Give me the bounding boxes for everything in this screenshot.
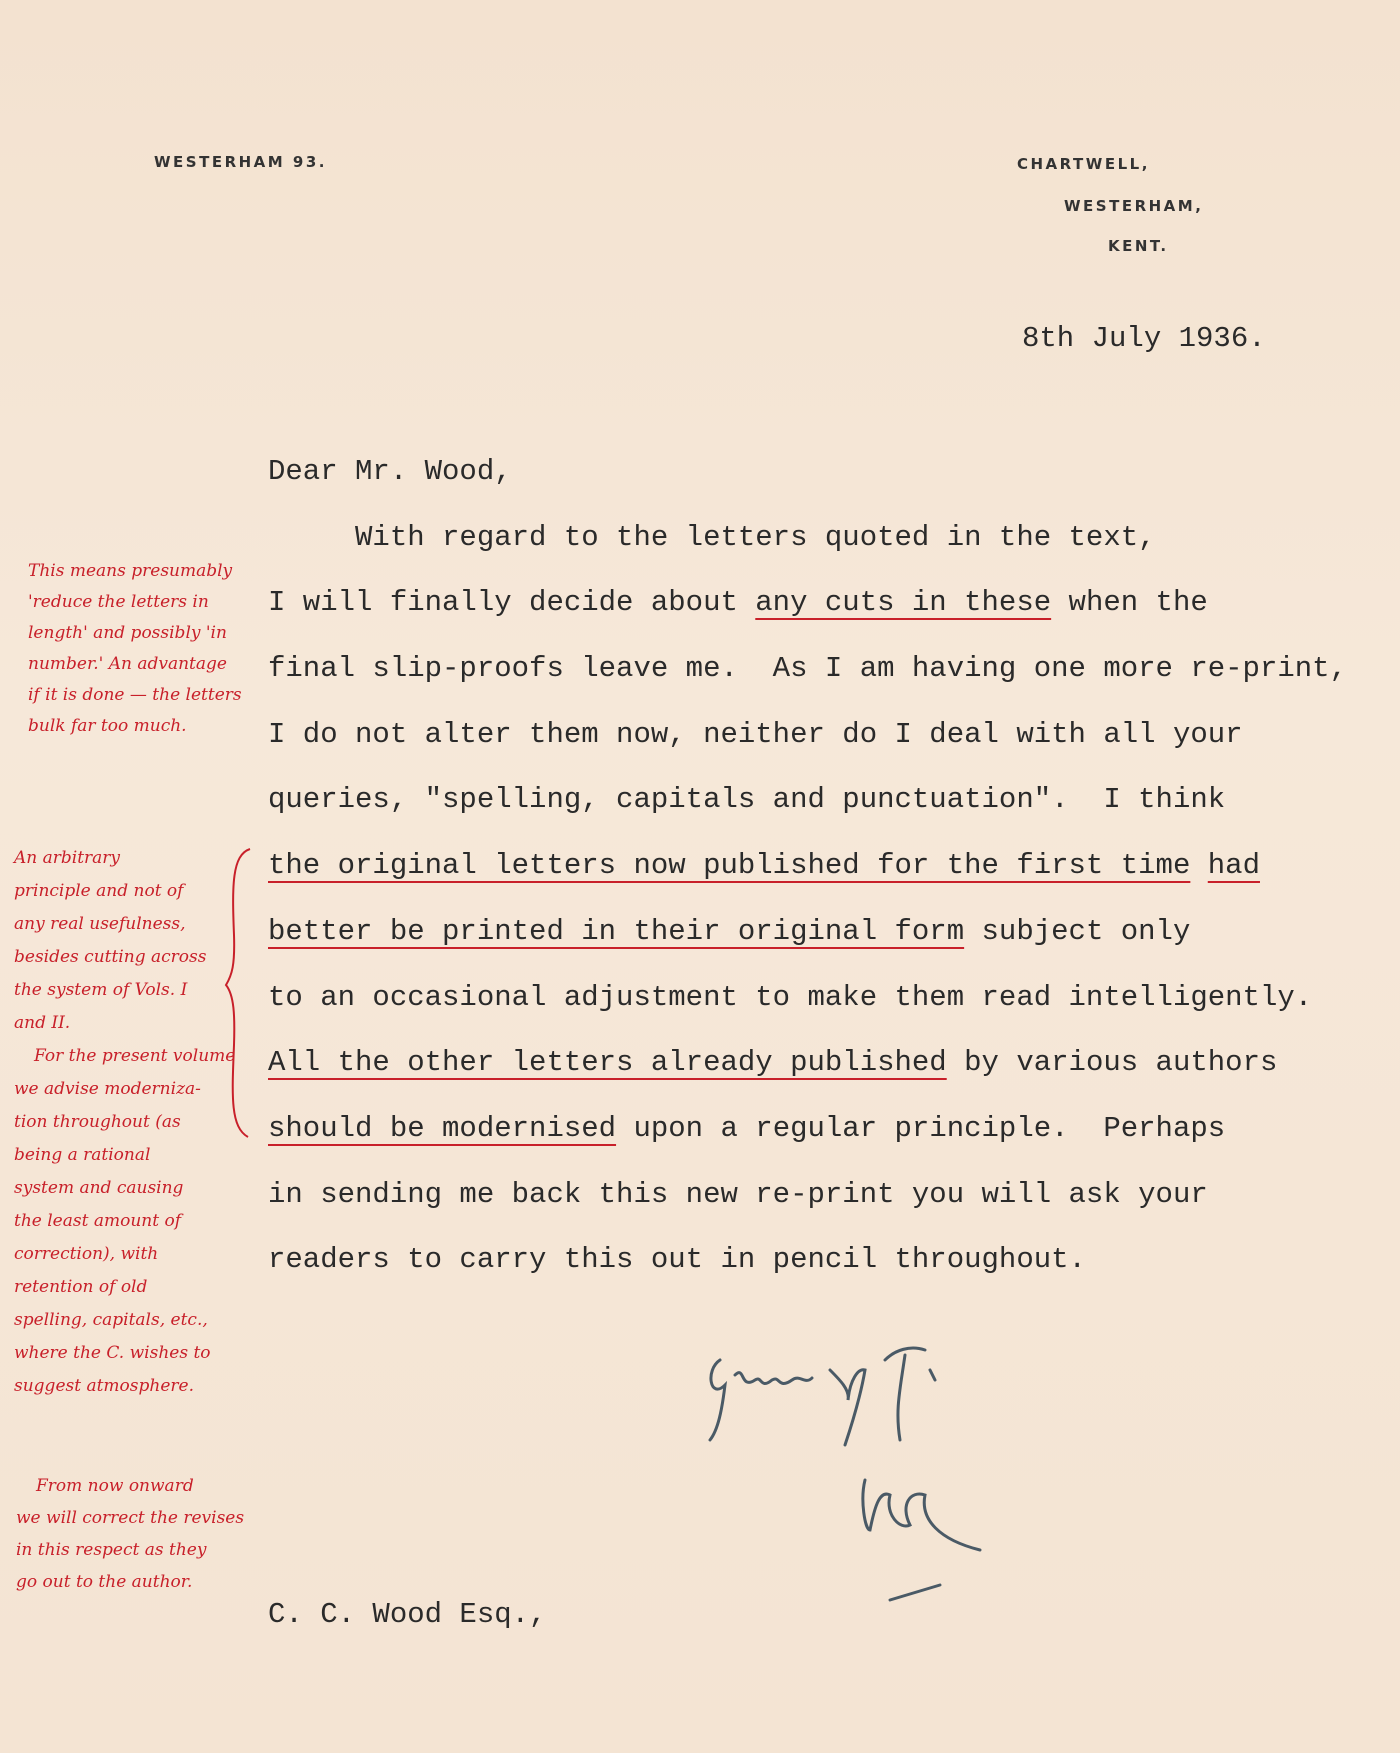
underlined-phrase: the original letters now published for the first time <box>268 849 1191 883</box>
addressee: C. C. Wood Esq., <box>268 1598 547 1631</box>
margin-note-revises <box>16 1470 244 1598</box>
text-segment: I do not alter them now, neither do I deal with all your <box>268 717 1243 751</box>
text-segment: queries, "spelling, capitals and punctuation". I think <box>268 783 1226 817</box>
text-segment: subject only <box>964 914 1191 948</box>
margin-note-line: besides cutting across <box>14 947 207 967</box>
text-segment: readers to carry this out in pencil throughout. <box>268 1243 1086 1277</box>
underlined-phrase: had <box>1207 849 1260 883</box>
body-line <box>268 505 1378 571</box>
body-line <box>268 899 1378 965</box>
margin-note-line: An arbitrary <box>14 848 121 868</box>
margin-note-line: suggest atmosphere. <box>14 1376 194 1396</box>
margin-note-line: the system of Vols. I <box>14 980 188 1000</box>
text-segment: when the <box>1051 586 1208 620</box>
underlined-phrase: All the other letters already published <box>268 1046 947 1080</box>
letter-date: 8th July 1936. <box>1022 322 1266 355</box>
text-segment: in sending me back this new re-print you will ask your <box>268 1177 1208 1211</box>
body-line <box>268 767 1378 833</box>
salutation: Dear Mr. Wood, <box>268 455 512 488</box>
letterhead-telephone: WESTERHAM 93. <box>154 153 328 171</box>
text-segment: to an occasional adjustment to make them read intelligently. <box>268 980 1313 1014</box>
margin-note-line: go out to the author. <box>16 1572 193 1592</box>
margin-note-line: system and causing <box>14 1178 184 1198</box>
margin-note-line: any real usefulness, <box>14 914 186 934</box>
body-line <box>268 833 1378 899</box>
letterhead-address-line: CHARTWELL, <box>1017 155 1150 173</box>
margin-note-line: length' and possibly 'in <box>28 623 227 643</box>
margin-note-line: the least amount of <box>14 1211 181 1231</box>
margin-note-line: This means presumably <box>28 561 233 581</box>
margin-note-line: where the C. wishes to <box>14 1343 211 1363</box>
body-line <box>268 702 1378 768</box>
text-segment: I will finally decide about <box>268 586 756 620</box>
margin-note-line: and II. <box>14 1013 71 1033</box>
letter-body <box>268 439 1378 1293</box>
text-segment: final slip-proofs leave me. As I am having one more re-print, <box>268 652 1347 686</box>
margin-note-line: For the present volume <box>34 1046 236 1066</box>
underlined-phrase: should be modernised <box>268 1111 617 1145</box>
underlined-phrase: any cuts in these <box>755 586 1052 620</box>
margin-note-line: we will correct the revises <box>16 1508 245 1528</box>
margin-note-modernization <box>14 842 235 1403</box>
margin-note-line: From now onward <box>36 1476 194 1496</box>
letterhead-address-line: WESTERHAM, <box>1064 197 1204 215</box>
body-line <box>268 1227 1378 1293</box>
margin-note-line: spelling, capitals, etc., <box>14 1310 208 1330</box>
text-segment: by various authors <box>946 1046 1278 1080</box>
letterhead-address-line: KENT. <box>1108 237 1169 255</box>
body-line <box>268 1096 1378 1162</box>
margin-note-line: being a rational <box>14 1145 151 1165</box>
margin-note-line: in this respect as they <box>16 1540 207 1560</box>
body-line <box>268 1030 1378 1096</box>
margin-note-line: principle and not of <box>14 881 184 901</box>
margin-note-line: correction), with <box>14 1244 159 1264</box>
text-segment: upon a regular principle. Perhaps <box>616 1111 1226 1145</box>
body-line <box>268 570 1378 636</box>
margin-note-line: we advise moderniza- <box>14 1079 201 1099</box>
margin-note-line: tion throughout (as <box>14 1112 181 1132</box>
body-line <box>268 636 1378 702</box>
text-segment: With regard to the letters quoted in the text, <box>268 520 1156 554</box>
margin-note-line: bulk far too much. <box>28 716 187 736</box>
text-segment <box>1190 849 1207 882</box>
margin-note-line: retention of old <box>14 1277 148 1297</box>
body-line <box>268 1162 1378 1228</box>
signature <box>700 1330 1080 1660</box>
body-line <box>268 965 1378 1031</box>
margin-note-length <box>28 556 242 742</box>
underlined-phrase: better be printed in their original form <box>268 914 965 948</box>
margin-note-line: number.' An advantage <box>28 654 227 674</box>
margin-note-line: if it is done — the letters <box>28 685 242 705</box>
margin-bracket <box>220 845 260 1145</box>
margin-note-line: 'reduce the letters in <box>28 592 209 612</box>
